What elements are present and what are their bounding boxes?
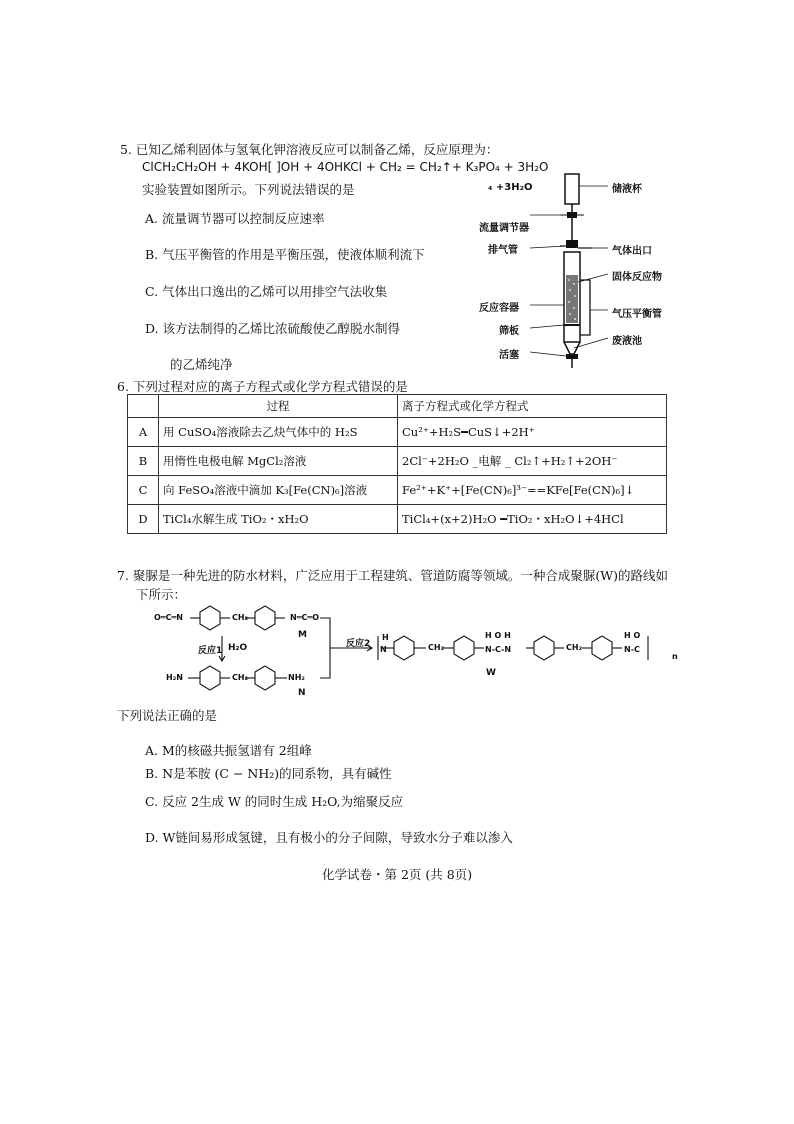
row-process: 用 CuSO₄溶液除去乙炔气体中的 H₂S (159, 418, 398, 447)
n-ch2: CH₂ (232, 673, 249, 682)
q5-intro: 实验装置如图所示。下列说法错误的是 (142, 182, 355, 197)
table-row (128, 505, 667, 534)
q5-option-d-cont: 的乙烯纯净 (170, 357, 233, 372)
row-label: C (128, 476, 159, 505)
w-ch2-right: CH₂ (566, 643, 583, 652)
q7-title: 7. 聚脲是一种先进的防水材料，广泛应用于工程建筑、管道防腐等领域。一种合成聚脲(W)的路线如 (117, 568, 669, 583)
row-equation: Cu²⁺+H₂S━CuS↓+2H⁺ (398, 418, 667, 447)
row-equation: Fe²⁺+K⁺+[Fe(CN)₆]³⁻==KFe[Fe(CN)₆]↓ (398, 476, 667, 505)
benzene-ring (200, 666, 220, 690)
q7-option-a: A. M的核磁共振氢谱有 2组峰 (145, 743, 312, 758)
q7-option-d: D. W链间易形成氢键，且有极小的分子间隙，导致水分子难以渗入 (145, 830, 513, 845)
water-label: H₂O (228, 643, 248, 653)
row-equation: 2Cl⁻+2H₂O _电解 _ Cl₂↑+H₂↑+2OH⁻ (398, 447, 667, 476)
table-header: 过程 (159, 395, 398, 418)
svg-text:N: N (380, 645, 387, 654)
n-left-group: H₂N (166, 673, 183, 682)
label-gas-outlet: 气体出口 (612, 246, 652, 257)
svg-text:H: H (382, 633, 389, 642)
q5-option-b: B. 气压平衡管的作用是平衡压强，使液体顺利流下 (145, 247, 425, 262)
q7-intro: 下列说法正确的是 (117, 708, 218, 723)
benzene-ring (454, 636, 474, 660)
q7-option-b: B. N是苯胺 (C − NH₂)的同系物，具有碱性 (145, 766, 392, 781)
row-label: D (128, 505, 159, 534)
w-label: W (486, 668, 496, 678)
n-label: N (298, 688, 306, 698)
table-row (128, 447, 667, 476)
q5-title: 5. 已知乙烯利固体与氢氧化钾溶液反应可以制备乙烯，反应原理为： (120, 142, 499, 157)
n-right-group: NH₂ (288, 673, 305, 682)
w-n-subscript: n (672, 652, 678, 661)
m-left-group: O═C═N (154, 613, 183, 622)
label-stopcock: 活塞 (499, 350, 519, 361)
row-process: 用惰性电极电解 MgCl₂溶液 (159, 447, 398, 476)
benzene-ring (534, 636, 554, 660)
w-ch2-left: CH₂ (428, 643, 445, 652)
label-waste-pool: 废液池 (612, 336, 642, 347)
table-header: 离子方程式或化学方程式 (398, 395, 667, 418)
m-label: M (298, 630, 307, 640)
m-ch2: CH₂ (232, 613, 249, 622)
table-header-row (128, 395, 667, 418)
row-process: TiCl₄水解生成 TiO₂・xH₂O (159, 505, 398, 534)
row-label: A (128, 418, 159, 447)
q7-option-c: C. 反应 2生成 W 的同时生成 H₂O,为缩聚反应 (145, 794, 404, 809)
benzene-ring (394, 636, 414, 660)
svg-text:H O: H O (624, 631, 641, 640)
row-equation: TiCl₄+(x+2)H₂O ━TiO₂・xH₂O↓+4HCl (398, 505, 667, 534)
q5-option-c: C. 气体出口逸出的乙烯可以用排空气法收集 (145, 284, 388, 299)
benzene-ring (592, 636, 612, 660)
page-footer: 化学试卷・第 2页 (共 8页) (322, 867, 473, 882)
reaction2-label: 反应2 (346, 639, 371, 649)
q7-title-cont: 下所示： (136, 587, 187, 602)
svg-text:N-C: N-C (624, 645, 640, 654)
benzene-ring (255, 606, 275, 630)
table-row (128, 476, 667, 505)
q5-equation: ClCH₂CH₂OH + 4KOH[ ]OH + 4OHKCl + CH₂ = CH₂↑+ K₃PO₄ + 3H₂O (142, 160, 549, 174)
label-pressure-tube: 气压平衡管 (612, 309, 662, 320)
label-reaction-vessel: 反应容器 (479, 303, 519, 314)
benzene-ring (255, 666, 275, 690)
q5-apparatus-diagram (530, 170, 610, 370)
svg-text:N-C-N: N-C-N (485, 645, 512, 654)
row-process: 向 FeSO₄溶液中滴加 K₃[Fe(CN)₆]溶液 (159, 476, 398, 505)
label-sieve-plate: 筛板 (499, 326, 519, 337)
q5-option-a: A. 流量调节器可以控制反应速率 (145, 211, 325, 226)
table-row (128, 418, 667, 447)
m-right-group: N═C═O (290, 613, 319, 622)
table-header (128, 395, 159, 418)
row-label: B (128, 447, 159, 476)
label-reservoir: 储液杯 (612, 184, 642, 195)
svg-text:H O H: H O H (485, 631, 511, 640)
label-solid-reactant: 固体反应物 (612, 272, 662, 283)
reaction1-label: 反应1 (198, 646, 223, 656)
q5-option-d: D. 该方法制得的乙烯比浓硫酸使乙醇脱水制得 (145, 321, 401, 336)
q5-stray-text: ₄ +3H₂O (488, 182, 533, 193)
benzene-ring (200, 606, 220, 630)
label-vent-tube: 排气管 (488, 245, 518, 256)
label-flow-regulator: 流量调节器 (479, 223, 529, 234)
q6-title: 6. 下列过程对应的离子方程式或化学方程式错误的是 (117, 379, 408, 394)
q6-table (127, 394, 667, 534)
